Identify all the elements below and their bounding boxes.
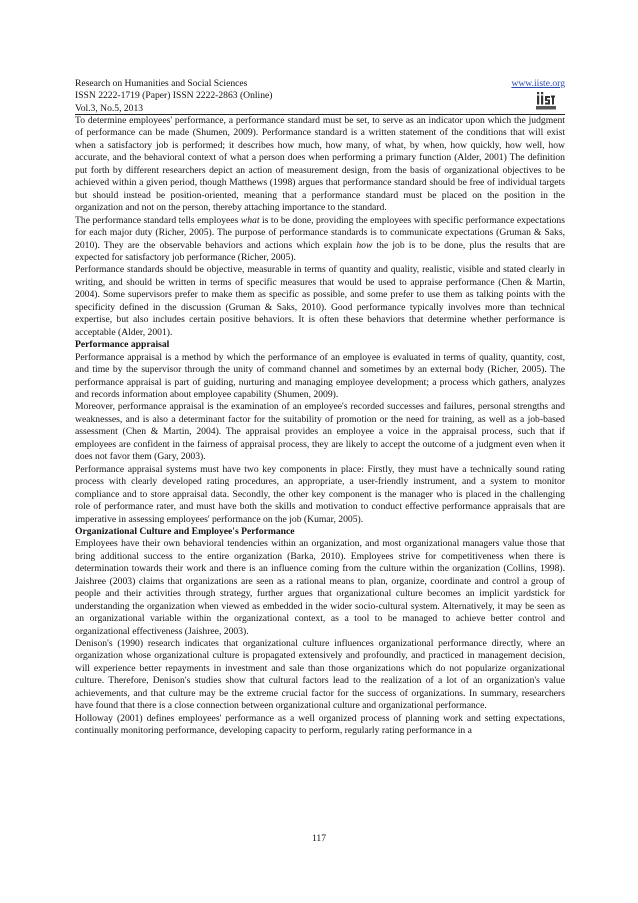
article-body bbox=[75, 115, 565, 738]
paragraph: Moreover, performance appraisal is the examination of an employee's recorded successes and failures, personal strengths and weaknesses, and is also a determinant factor for the suitability of promotion or the need for training, as well as a job-based assessment (Chen & Martin, 2004). The appraisal provides an employee a voice in the appraisal process, such that if employees are confident in the fairness of appraisal process, they are likely to accept the outcome of a judgment even when it does not favor them (Gary, 2003). bbox=[75, 401, 565, 463]
paragraph: Performance appraisal systems must have two key components in place: Firstly, they must have a technically sound rating process with clearly developed rating procedures, an appropriate, a user-friendly instrument, and a system to monitor compliance and to store appraisal data. Secondly, the other key component is the manager who is placed in the challenging role of performance rater, and must have both the skills and motivation to conduct effective performance appraisals that are imperative in assessing employees' performance on the job (Kumar, 2005). bbox=[75, 463, 565, 525]
journal-issn: ISSN 2222-1719 (Paper) ISSN 2222-2863 (Online) bbox=[75, 90, 273, 102]
journal-info bbox=[75, 78, 272, 115]
page-header bbox=[75, 78, 565, 116]
journal-volume: Vol.3, No.5, 2013 bbox=[75, 102, 144, 114]
journal-title: Research on Humanities and Social Sciences bbox=[75, 78, 248, 89]
paragraph: Performance appraisal is a method by which the performance of an employee is evaluated in terms of quality, quantity, cost, and time by the supervisor through the unity of command channel and sometimes by an external body (Richer, 2005). The performance appraisal is part of guiding, nurturing and managing employee development; a process which gathers, analyzes and records information about employee capability (Shumen, 2009). bbox=[75, 351, 565, 400]
journal-url-link[interactable]: www.iiste.org bbox=[511, 78, 565, 89]
iiste-logo-icon bbox=[536, 92, 556, 110]
section-heading: Performance appraisal bbox=[75, 339, 170, 351]
section-heading: Organizational Culture and Employee's Performance bbox=[75, 525, 295, 537]
paragraph: Employees have their own behavioral tendencies within an organization, and most organizational managers value those that bring additional success to the entire organization (Barka, 2010). Employees strive for competitiveness when there is determination towards their work and there is an influence coming from the culture within the organization (Collins, 1998). Jaishree (2003) claims that organizations are seen as a rational means to plan, organize, coordinate and control a group of people and their activities through strategy, further argues that organizational culture becomes an implicit yardstick for understanding the organization when viewed as embedded in the wider socio-cultural system. Alternatively, it may be seen as an organizational variable within the organizational context, as a tool to be managed to achieve better control and organizational effectiveness (Jaishree, 2003). bbox=[75, 538, 565, 637]
paragraph: Holloway (2001) defines employees' performance as a well organized process of planning work and setting expectations, continually monitoring performance, developing capacity to perform, regularly rating performance in a bbox=[75, 712, 565, 737]
paragraph: Denison's (1990) research indicates that organizational culture influences organizational performance directly, where an organization whose organizational culture is propagated extensively and profoundly, and practiced in management decision, will experience better repayments in investment and sale than those organizations which do not popularize organizational culture. Therefore, Denison's studies show that cultural factors lead to the realization of a lot of an organization's value achievements, and that culture may be the extreme crucial factor for the success of organizations. In summary, researchers have found that there is a close connection between organizational culture and organizational performance. bbox=[75, 638, 565, 712]
paragraph: The performance standard tells employees what is to be done, providing the employees with specific performance expectations for each major duty (Richer, 2005). The purpose of performance standards is to communicate expectations (Gruman & Saks, 2010). They are the observable behaviors and actions which explain how the job is to be done, plus the results that are expected for satisfactory job performance (Richer, 2005). bbox=[75, 214, 566, 263]
page-number: 117 bbox=[311, 833, 327, 844]
paragraph: To determine employees' performance, a performance standard must be set, to serve as an indicator upon which the judgment of performance can be made (Shumen, 2009). Performance standard is a written statement of the conditions that will exist when a satisfactory job is performed; it describes how much, how many, of what, by when, how quickly, how well, how accurate, and the behavioral context of what a person does when performing a primary function (Alder, 2001) The definition put forth by different researchers depict an action of measurement design, from the basis of organizational objectives to be achieved within a given period, though Matthews (1998) argues that performance standard should be free of individual targets but should instead be position-oriented, meaning that a performance standard must be placed on the position in the organization and not on the person, thereby attaching importance to the standard. bbox=[75, 115, 565, 214]
paragraph: Performance standards should be objective, measurable in terms of quantity and quality, realistic, visible and stated clearly in writing, and should be written in terms of specific measures that would be used to appraise performance (Chen & Martin, 2004). Some supervisors prefer to make them as specific as possible, and some prefer to use them as talking points with the specificity defined in the discussion (Gruman & Saks, 2010). Good performance typically involves more than technical expertise, but also includes certain positive behaviors. It is often these behaviors that determine whether performance is acceptable (Alder, 2001). bbox=[75, 264, 565, 338]
